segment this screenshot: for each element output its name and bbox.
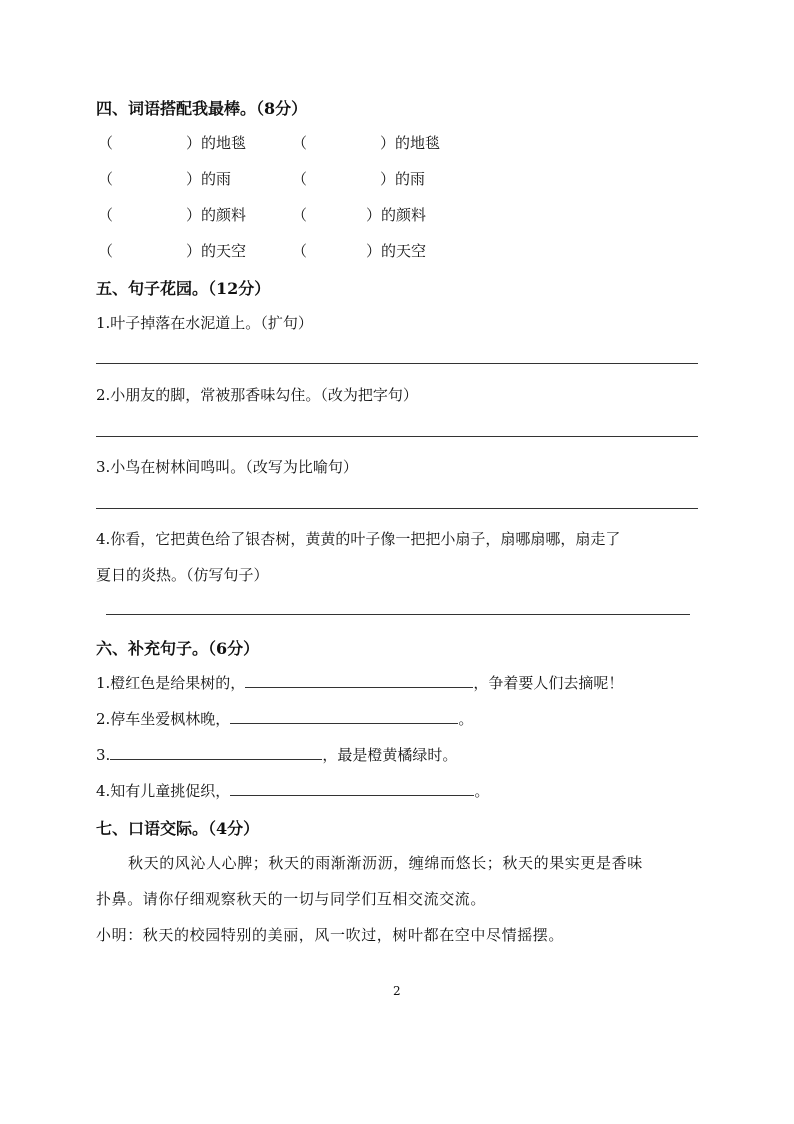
paren-open: （ <box>98 170 114 188</box>
fill-suffix: 。 <box>458 710 474 728</box>
fill-sentence-3 <box>96 744 457 765</box>
fill-prefix: 4.知有儿童挑促织， <box>96 782 231 800</box>
fill-suffix: ，争着要人们去摘呢！ <box>473 674 624 692</box>
paren-open: （ <box>292 134 308 152</box>
page-number: 2 <box>393 984 401 998</box>
fill-suffix: 。 <box>474 782 490 800</box>
phrase: ）的天空 <box>366 242 427 260</box>
question-4-cont: 夏日的炎热。（仿写句子） <box>96 566 269 584</box>
question-4: 4.你看，它把黄色给了银杏树，黄黄的叶子像一把把小扇子，扇哪扇哪，扇走了 <box>96 530 621 548</box>
question-3: 3.小鸟在树林间鸣叫。（改写为比喻句） <box>96 458 358 476</box>
phrase: ）的雨 <box>380 170 426 188</box>
paren-open: （ <box>98 134 114 152</box>
section5-title: 五、句子花园。（12分） <box>96 279 271 298</box>
fill-prefix: 2.停车坐爱枫林晚， <box>96 710 231 728</box>
phrase: ）的颜料 <box>366 206 427 224</box>
fill-sentence-1 <box>96 672 623 693</box>
fill-blank-3[interactable] <box>110 745 322 760</box>
answer-line-1[interactable] <box>96 363 698 364</box>
answer-line-2[interactable] <box>96 436 698 437</box>
fill-suffix: ，最是橙黄橘绿时。 <box>322 746 458 764</box>
section7-dialogue-xiaoming: 小明：秋天的校园特别的美丽，风一吹过，树叶都在空中尽情摇摆。 <box>96 926 565 944</box>
section6-title: 六、补充句子。（6分） <box>96 639 260 658</box>
answer-line-3[interactable] <box>96 508 698 509</box>
paren-open: （ <box>292 170 308 188</box>
paren-open: （ <box>292 206 308 224</box>
fill-blank-2[interactable] <box>230 709 458 724</box>
section7-title: 七、口语交际。（4分） <box>96 819 260 838</box>
section7-paragraph-line1: 秋天的风沁人心脾；秋天的雨渐渐沥沥，缠绵而悠长；秋天的果实更是香味 <box>128 854 643 872</box>
phrase: ）的天空 <box>186 242 247 260</box>
fill-sentence-4 <box>96 780 489 801</box>
fill-sentence-2 <box>96 708 473 729</box>
section4-title: 四、词语搭配我最棒。（8分） <box>96 99 308 118</box>
answer-line-4[interactable] <box>106 614 690 615</box>
phrase: ）的雨 <box>186 170 232 188</box>
fill-prefix: 3. <box>96 746 111 764</box>
phrase: ）的地毯 <box>186 134 247 152</box>
question-1: 1.叶子掉落在水泥道上。（扩句） <box>96 314 313 332</box>
fill-blank-1[interactable] <box>245 673 473 688</box>
question-2: 2.小朋友的脚，常被那香味勾住。（改为把字句） <box>96 386 418 404</box>
paren-open: （ <box>98 206 114 224</box>
fill-blank-4[interactable] <box>230 781 474 796</box>
phrase: ）的地毯 <box>380 134 441 152</box>
paren-open: （ <box>292 242 308 260</box>
fill-prefix: 1.橙红色是给果树的， <box>96 674 246 692</box>
phrase: ）的颜料 <box>186 206 247 224</box>
section7-paragraph-line2: 扑鼻。请你仔细观察秋天的一切与同学们互相交流交流。 <box>96 890 487 908</box>
paren-open: （ <box>98 242 114 260</box>
